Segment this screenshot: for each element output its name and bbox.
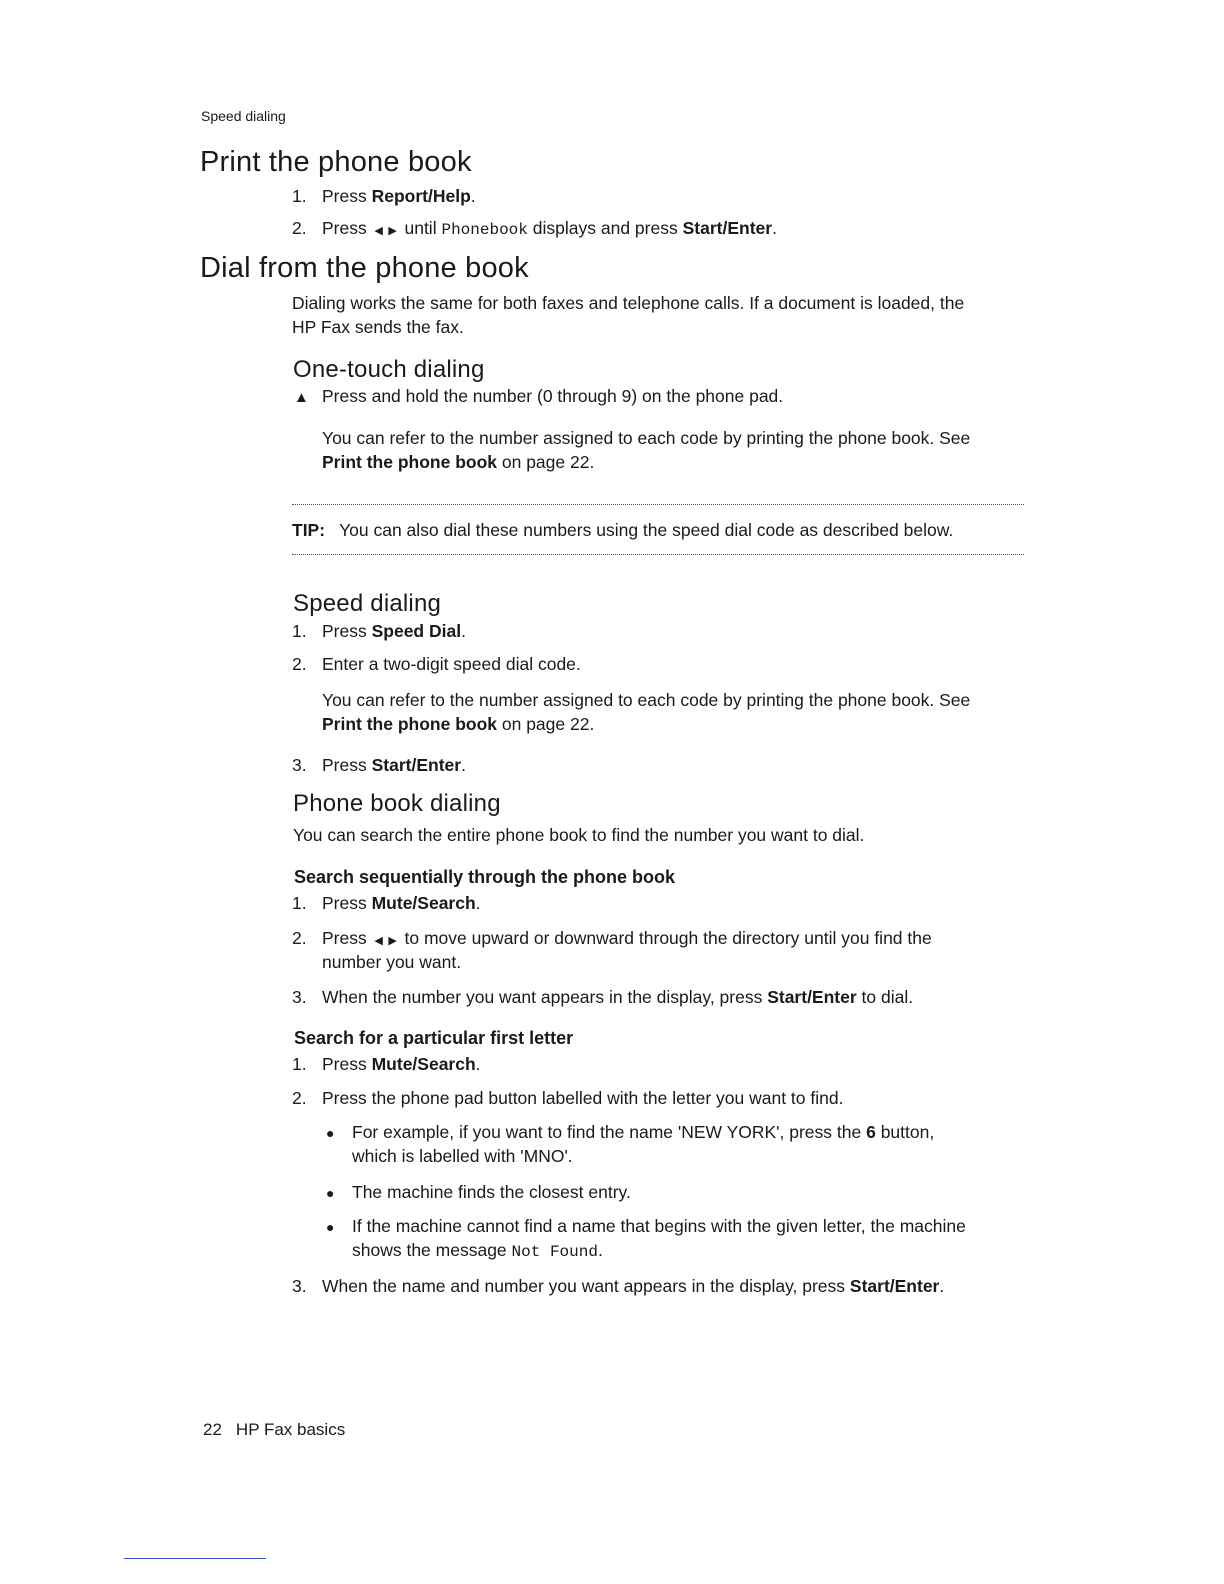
- heading-print-phone-book: Print the phone book: [200, 146, 472, 178]
- heading-one-touch: One-touch dialing: [293, 356, 485, 383]
- right-arrow-icon: ▶: [388, 225, 397, 237]
- seq-step-3: 3. When the number you want appears in the display, press Start/Enter to dial.: [292, 987, 914, 1007]
- print-step-2: 2. Press ◀ ▶ until Phonebook displays and press Start/Enter.: [292, 216, 777, 243]
- bullet-2: The machine finds the closest entry.: [352, 1182, 631, 1202]
- step-number: 1.: [292, 1054, 307, 1074]
- bullet-1-line-1: For example, if you want to find the name 'NEW YORK', press the 6 button,: [352, 1122, 935, 1142]
- heading-phone-book-dialing: Phone book dialing: [293, 790, 501, 817]
- tip-rule-top: [292, 504, 1024, 505]
- tip-text: You can also dial these numbers using the speed dial code as described below.: [339, 520, 954, 540]
- heading-search-first-letter: Search for a particular first letter: [294, 1028, 574, 1048]
- heading-dial-phone-book: Dial from the phone book: [200, 252, 529, 284]
- step-number: 2.: [292, 1088, 307, 1108]
- step-number: 2.: [292, 928, 307, 948]
- bullet-dot-icon: ●: [326, 1185, 335, 1201]
- bullet-3-line-1: If the machine cannot find a name that begins with the given letter, the machine: [352, 1216, 966, 1236]
- step-number: 2.: [292, 218, 307, 238]
- right-arrow-icon: ▶: [388, 935, 397, 947]
- seq-step-1: 1. Press Mute/Search.: [292, 893, 481, 913]
- triangle-warning-icon: ▲: [294, 389, 309, 406]
- speed-note-line-1: You can refer to the number assigned to each code by printing the phone book. See: [322, 690, 971, 710]
- left-arrow-icon: ◀: [374, 935, 383, 947]
- step-number: 1.: [292, 186, 307, 206]
- one-touch-step: ▲ Press and hold the number (0 through 9) on the phone pad.: [294, 384, 783, 410]
- tip-rule-bottom: [292, 554, 1024, 555]
- letter-step-3: 3. When the name and number you want appears in the display, press Start/Enter.: [292, 1276, 945, 1296]
- one-touch-note-line-2: Print the phone book on page 22.: [322, 452, 595, 472]
- step-number: 3.: [292, 987, 307, 1007]
- letter-step-1: 1. Press Mute/Search.: [292, 1054, 481, 1074]
- speed-step-3: 3. Press Start/Enter.: [292, 755, 466, 775]
- dial-intro-line-1: Dialing works the same for both faxes and telephone calls. If a document is loaded, the: [292, 293, 965, 313]
- heading-speed-dialing: Speed dialing: [293, 590, 442, 617]
- dial-intro-line-2: HP Fax sends the fax.: [292, 317, 464, 337]
- one-touch-note-line-1: You can refer to the number assigned to each code by printing the phone book. See: [322, 428, 971, 448]
- step-number: 1.: [292, 893, 307, 913]
- speed-step-2: 2. Enter a two-digit speed dial code.: [292, 654, 581, 674]
- letter-step-2: 2. Press the phone pad button labelled with the letter you want to find.: [292, 1088, 844, 1108]
- heading-search-sequential: Search sequentially through the phone book: [294, 867, 676, 887]
- step-number: 3.: [292, 1276, 307, 1296]
- seq-step-2-line-2: number you want.: [322, 952, 462, 972]
- phonebook-intro: You can search the entire phone book to find the number you want to dial.: [293, 825, 865, 845]
- page-footer: [203, 1420, 345, 1440]
- left-arrow-icon: ◀: [374, 225, 383, 237]
- tip-box: [292, 518, 953, 542]
- step-number: 2.: [292, 654, 307, 674]
- speed-step-1: 1. Press Speed Dial.: [292, 621, 466, 641]
- bullet-dot-icon: ●: [326, 1125, 335, 1141]
- seq-step-2-line-1: 2. Press ◀ ▶ to move upward or downward through the directory until you find the: [292, 926, 932, 953]
- step-number: 3.: [292, 755, 307, 775]
- step-number: 1.: [292, 621, 307, 641]
- bullet-dot-icon: ●: [326, 1219, 335, 1235]
- page-number: 22: [203, 1420, 222, 1439]
- footer-title: HP Fax basics: [235, 1420, 346, 1439]
- bullet-1-line-2: which is labelled with 'MNO'.: [352, 1146, 573, 1166]
- print-step-1: 1. Press Report/Help.: [292, 186, 476, 206]
- scan-edge-line: [124, 1558, 266, 1559]
- speed-note-line-2: Print the phone book on page 22.: [322, 714, 595, 734]
- running-head: Speed dialing: [201, 108, 286, 124]
- bullet-3-line-2: shows the message Not Found.: [352, 1240, 603, 1261]
- tip-label: TIP:: [292, 520, 326, 540]
